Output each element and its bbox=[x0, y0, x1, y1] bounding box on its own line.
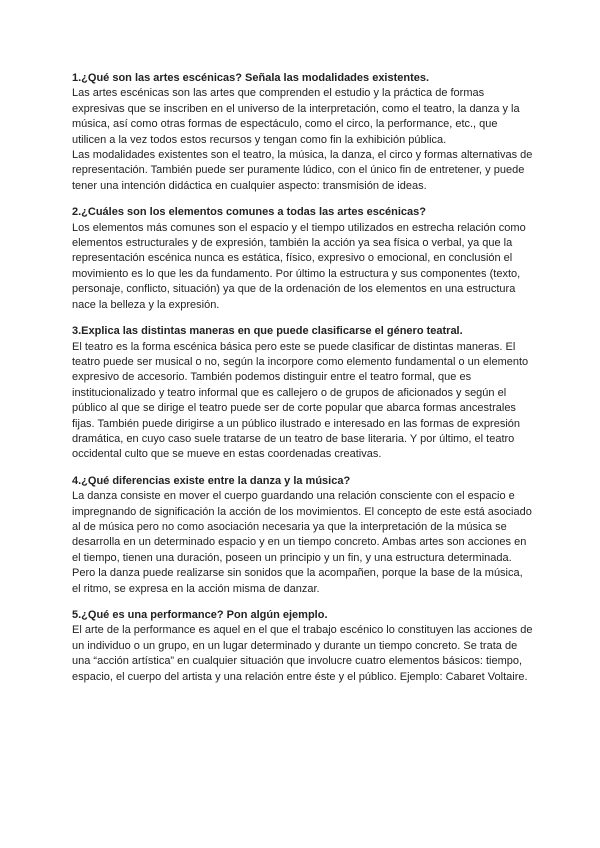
answer-paragraph: El teatro es la forma escénica básica pero este se puede clasificar de distintas maneras. El teatro puede ser musical o no, según la incorpore como elemento fundamental o un elemento expresivo de accesorio. También podemos distinguir entre el teatro formal, que es institucionalizado y teatro informal que es callejero o de grupos de aficionados y según el público al que se dirige el teatro puede ser de corte popular que abarca formas ancestrales fijas. También puede dirigirse a un público ilustrado e interesado en las formas de expresión dramática, en cuyo caso suele tratarse de un teatro de base literaria. Y por último, el teatro occidental culto que se mueve en estas coordenadas creativas. bbox=[72, 340, 529, 461]
answer-paragraph: Las artes escénicas son las artes que comprenden el estudio y la práctica de formas expresivas que se inscriben en el universo de la interpretación, como el teatro, la danza y la música, así como otras formas de espectáculo, como el circo, la performance, etc., que utilicen a la vez todos estos recursos y tengan como fin la exhibición pública. bbox=[72, 87, 520, 146]
question-heading: 2.¿Cuáles son los elementos comunes a todas las artes escénicas? bbox=[72, 206, 426, 219]
answer-paragraph: Las modalidades existentes son el teatro, la música, la danza, el circo y formas alternativas de representación. También puede ser puramente lúdico, con el único fin de entretener, y puede tener una intención didáctica en cualquier aspecto: transmisión de ideas. bbox=[72, 149, 533, 192]
question-heading: 4.¿Qué diferencias existe entre la danza y la música? bbox=[72, 474, 351, 487]
question-section-4 bbox=[72, 474, 534, 597]
question-section-3 bbox=[72, 324, 534, 463]
question-section-1 bbox=[72, 71, 534, 194]
answer-block bbox=[72, 340, 534, 463]
question-section-5 bbox=[72, 608, 534, 685]
question-section-2 bbox=[72, 205, 534, 313]
question-heading: 3.Explica las distintas maneras en que puede clasificarse el género teatral. bbox=[72, 325, 463, 338]
answer-block bbox=[72, 489, 534, 597]
question-heading: 1.¿Qué son las artes escénicas? Señala las modalidades existentes. bbox=[72, 72, 430, 84]
answer-paragraph: Los elementos más comunes son el espacio y el tiempo utilizados en estrecha relación como elementos estructurales y de expresión, también la acción ya sea física o verbal, ya que la representación escénica nunca es estática, físico, expresivo o emocional, en conclusión el movimiento es lo que les da fundamento. Por último la estructura y sus componentes (texto, personaje, conflicto, situación) ya que de la ordenación de los elementos en una estructura nace la belleza y la expresión. bbox=[72, 221, 526, 311]
document-body bbox=[72, 71, 534, 696]
question-heading: 5.¿Qué es una performance? Pon algún ejemplo. bbox=[72, 609, 328, 621]
answer-paragraph: El arte de la performance es aquel en el que el trabajo escénico lo constituyen las acciones de un individuo o un grupo, en un lugar determinado y durante un tiempo concreto. Se trata de una “acción artística” en cualquier situación que involucre cuatro elementos básicos: tiempo, espacio, el cuerpo del artista y una relación entre éste y el público. Ejemplo: Cabaret Voltaire. bbox=[72, 624, 533, 683]
answer-block bbox=[72, 86, 534, 194]
answer-paragraph: La danza consiste en mover el cuerpo guardando una relación consciente con el espacio e impregnando de significación la acción de los movimientos. El concepto de este está asociado al de música pero no como asociación necesaria ya que la interpretación de la música se desarrolla en un determinado espacio y en un tiempo concreto. Ambas artes son acciones en el tiempo, tienen una duración, poseen un principio y un fin, y una estructura determinada. Pero la danza puede realizarse sin sonidos que la acompañen, porque la base de la música, el ritmo, se expresa en la acción misma de danzar. bbox=[72, 490, 532, 595]
answer-block bbox=[72, 623, 534, 685]
answer-block bbox=[72, 221, 534, 313]
